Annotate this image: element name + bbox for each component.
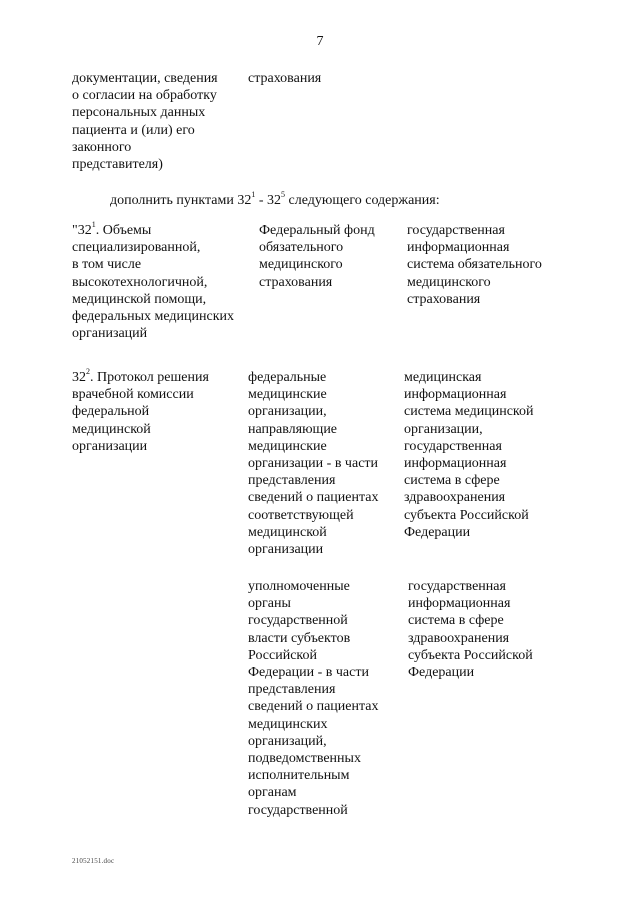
text-line: медицинских [248,716,328,732]
text-line: медицинской помощи, [72,291,207,307]
text-line: информационная [407,240,510,256]
text-line: Российской [248,647,317,663]
text-line: информационная [404,456,507,472]
item-322-row1-system-cell [404,369,534,541]
text-line: врачебной комиссии [72,387,194,403]
text-line: представителя) [72,157,163,173]
item-322-number: 32 [72,370,86,385]
text-line: медицинского [407,274,491,290]
text-line: органы [248,596,291,612]
text-line: система обязательного [407,257,542,273]
text-line: представления [248,682,336,698]
item-321-superscript: 1 [91,220,96,230]
text-line: представления [248,473,336,489]
text-line: Федерации [408,665,475,681]
text-line: специализированной, [72,240,201,256]
text-line: Федеральный фонд [259,223,375,238]
text-line: система в сфере [404,473,500,489]
text-line: организации [248,542,324,558]
text-line: организации - в части [248,456,379,472]
text-line: система медицинской [404,404,534,420]
text-line: организаций [72,326,148,342]
text-line: информационная [408,596,511,612]
text-line: исполнительным [248,768,350,784]
text-line: медицинская [404,370,482,385]
item-321-number: "32 [72,223,92,238]
intro-end: следующего содержания: [285,193,440,208]
text-line: организаций, [248,733,327,749]
text-line: направляющие [248,421,338,437]
text-line: в том числе [72,257,142,273]
text-line: государственная [407,223,505,238]
text-line: медицинской [248,524,327,540]
item-322-title-first-line [72,369,209,386]
text-line: здравоохранения [408,630,510,646]
text-line: уполномоченные [248,579,350,594]
text-line: федеральных медицинских [72,309,235,325]
item-322-row2-system-cell [408,578,533,681]
text-line: законного [72,139,132,155]
item-322-title-cell [72,369,209,455]
text-line: государственной [248,613,348,629]
text-line: федеральные [248,370,327,385]
intro-middle: - 32 [255,193,282,208]
footer-filename: 21052151.doc [72,857,115,865]
text-line: федеральной [72,404,150,420]
text-line: государственной [248,802,348,818]
intro-superscript-1: 1 [251,190,256,200]
item-322-title-rest [72,386,209,455]
text-line: медицинские [248,387,327,403]
item-321-title-first-line [72,222,234,239]
text-line: субъекта Российской [408,647,533,663]
text-line: государственная [408,579,506,594]
item-322-title-start: . Протокол решения [90,370,209,385]
text-line: персональных данных [72,105,206,121]
text-line: организации [72,438,148,454]
text-line: страхования [248,71,322,86]
item-322-superscript: 2 [86,367,90,377]
item-322-row2-provider-cell [248,578,378,819]
text-line: органам [248,785,297,801]
text-line: система в сфере [408,613,504,629]
item-321-title-cell [72,222,234,342]
text-line: Федерации - в части [248,665,369,681]
text-line: государственная [404,438,502,454]
text-line: о согласии на обработку [72,88,217,104]
text-line: высокотехнологичной, [72,274,208,290]
text-line: сведений о пациентах [248,490,379,506]
top-table-left-cell [72,70,218,173]
item-321-title-rest [72,239,234,342]
intro-superscript-5: 5 [281,190,286,200]
text-line: организации, [248,404,327,420]
text-line: медицинские [248,438,327,454]
text-line: субъекта Российской [404,507,529,523]
item-322-row1-provider-cell [248,369,378,558]
item-321-title-start: . Объемы [95,223,152,238]
item-321-system-cell [407,222,542,308]
text-line: пациента и (или) его [72,122,195,138]
text-line: документации, сведения [72,71,218,86]
intro-text: дополнить пунктами 32 [110,193,252,208]
text-line: информационная [404,387,507,403]
top-table-right-cell [248,70,321,87]
page-number: 7 [316,34,324,49]
intro-paragraph [110,192,440,209]
text-line: сведений о пациентах [248,699,379,715]
item-321-provider-cell [259,222,375,291]
text-line: страхования [259,274,333,290]
text-line: медицинского [259,257,343,273]
text-line: медицинской [72,421,151,437]
text-line: соответствующей [248,507,354,523]
text-line: здравоохранения [404,490,506,506]
text-line: власти субъектов [248,630,351,646]
text-line: Федерации [404,524,471,540]
text-line: страхования [407,291,481,307]
text-line: подведомственных [248,751,361,767]
text-line: обязательного [259,240,344,256]
text-line: организации, [404,421,483,437]
